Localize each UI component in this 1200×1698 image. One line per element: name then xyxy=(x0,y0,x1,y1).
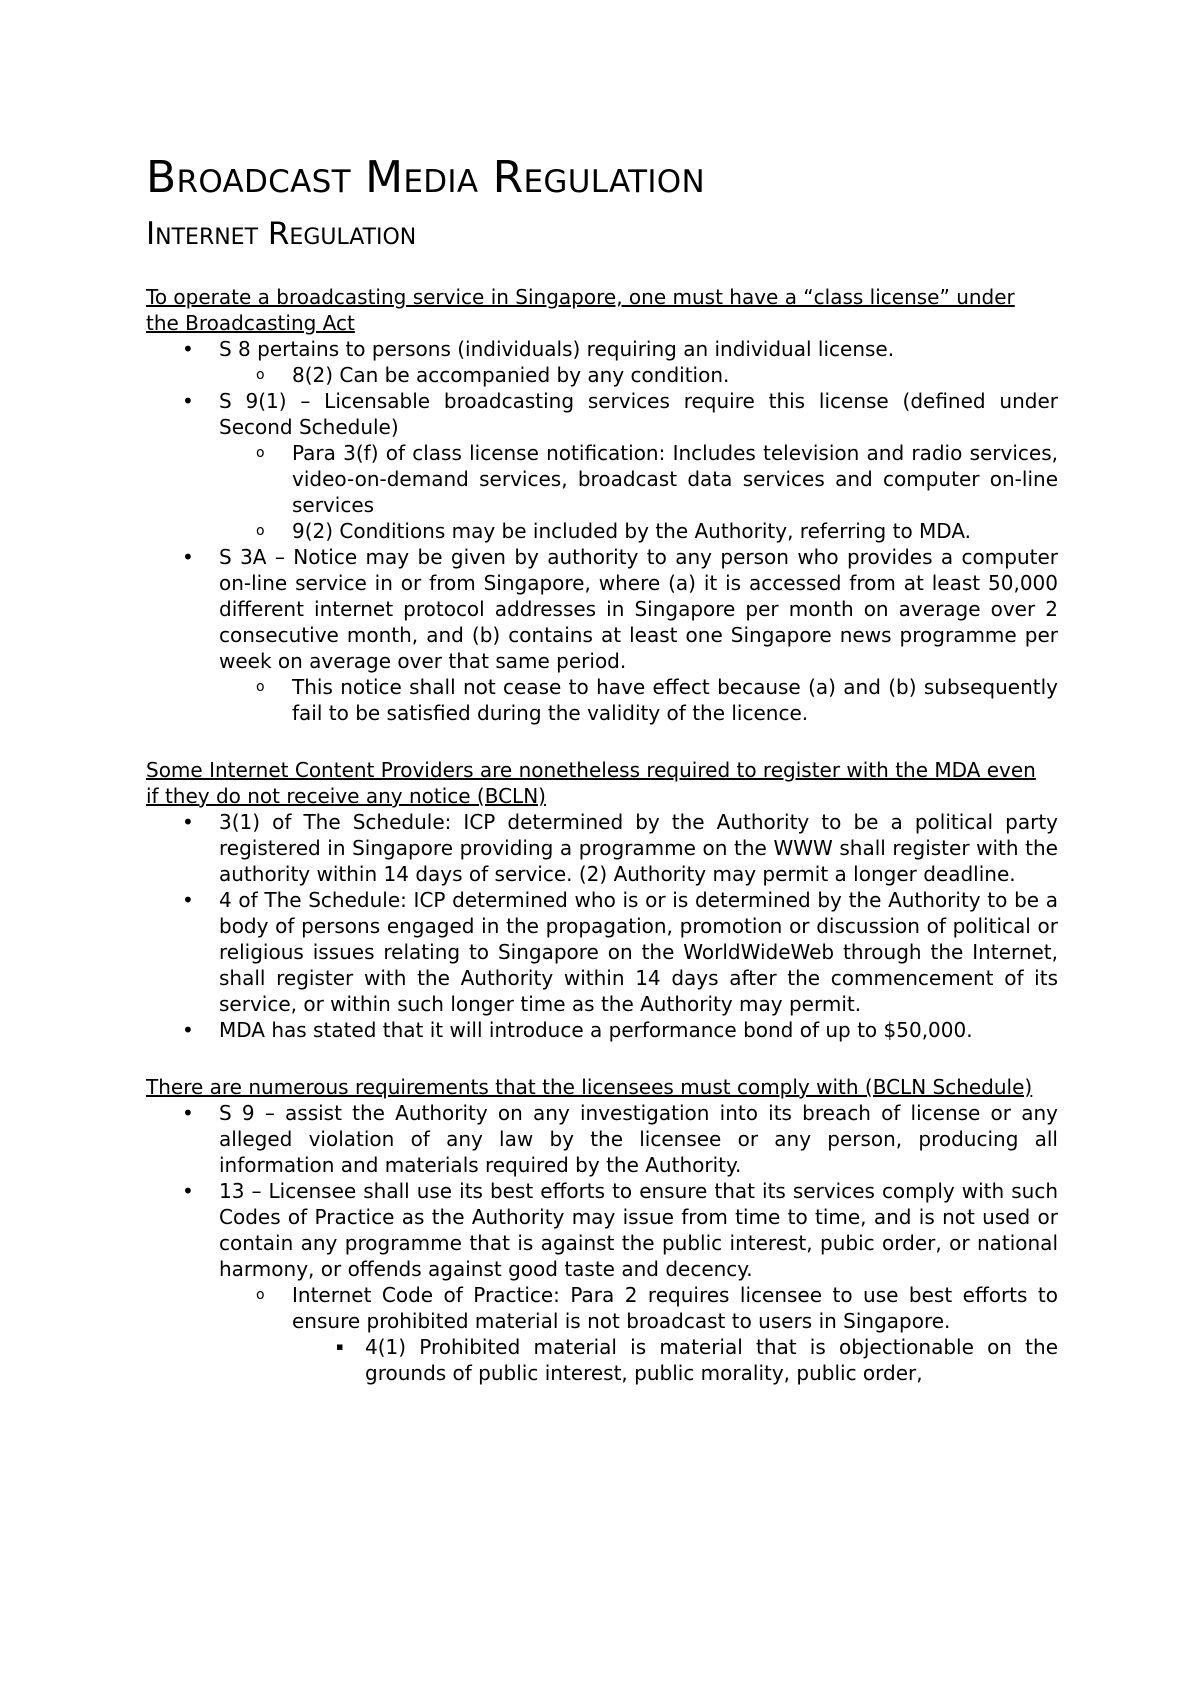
list-item xyxy=(146,362,1058,388)
section-heading: There are numerous requirements that the licensees must comply with (BCLN Schedule) xyxy=(146,1075,1033,1099)
list-item-text: 4(1) Prohibited material is material that is objectionable on the grounds of public interest, public morality, public order, xyxy=(365,1335,1058,1385)
circle-bullet-icon: o xyxy=(256,679,265,695)
list-item xyxy=(146,1178,1058,1282)
list-item xyxy=(146,1017,1058,1043)
section-icp-registration xyxy=(146,757,1058,1043)
section-list xyxy=(146,809,1058,1043)
list-item xyxy=(146,388,1058,440)
bullet-icon: • xyxy=(182,888,194,912)
bullet-icon: • xyxy=(182,1179,194,1203)
list-item-text: 3(1) of The Schedule: ICP determined by the Authority to be a political party registered in Singapore providing a programme on the WWW shall register with the authority within 14 days of service. (2) Authority may permit a longer deadline. xyxy=(219,810,1058,886)
list-item-text: This notice shall not cease to have effect because (a) and (b) subsequently fail to be satisfied during the validity of the licence. xyxy=(292,675,1058,725)
bullet-icon: • xyxy=(182,810,194,834)
list-item xyxy=(146,809,1058,887)
section-list xyxy=(146,336,1058,726)
bullet-icon: • xyxy=(182,1018,194,1042)
bullet-icon: • xyxy=(182,337,194,361)
list-item xyxy=(146,1282,1058,1334)
section-class-license xyxy=(146,284,1058,726)
list-item xyxy=(146,887,1058,1017)
list-item-text: 8(2) Can be accompanied by any condition. xyxy=(292,363,730,387)
list-item-text: 4 of The Schedule: ICP determined who is or is determined by the Authority to be a body of persons engaged in the propagation, promotion or discussion of political or religious issues relating to Singapore on the WorldWideWeb through the Internet, shall register with the Authority within 14 days after the commencement of its service, or within such longer time as the Authority may permit. xyxy=(219,888,1058,1016)
list-item-text: 9(2) Conditions may be included by the Authority, referring to MDA. xyxy=(292,519,972,543)
bullet-icon: • xyxy=(182,545,194,569)
section-licensee-requirements xyxy=(146,1074,1058,1386)
bullet-icon: • xyxy=(182,389,194,413)
list-item-text: MDA has stated that it will introduce a performance bond of up to $50,000. xyxy=(219,1018,973,1042)
list-item xyxy=(146,440,1058,518)
circle-bullet-icon: o xyxy=(256,367,265,383)
document-title: Broadcast Media Regulation xyxy=(146,152,705,203)
document-page xyxy=(146,150,1058,1386)
circle-bullet-icon: o xyxy=(256,1287,265,1303)
list-item-text: S 8 pertains to persons (individuals) requiring an individual license. xyxy=(219,337,895,361)
list-item xyxy=(146,544,1058,674)
list-item-text: S 9 – assist the Authority on any investigation into its breach of license or any alleged violation of any law by the licensee or any person, producing all information and materials required by the Authority. xyxy=(219,1101,1058,1177)
document-subtitle: Internet Regulation xyxy=(146,216,417,252)
list-item xyxy=(146,336,1058,362)
section-heading: To operate a broadcasting service in Singapore, one must have a “class license” under the Broadcasting Act xyxy=(146,285,1015,335)
circle-bullet-icon: o xyxy=(256,445,265,461)
list-item xyxy=(146,1100,1058,1178)
bullet-icon: • xyxy=(182,1101,194,1125)
list-item-text: 13 – Licensee shall use its best efforts to ensure that its services comply with such Codes of Practice as the Authority may issue from time to time, and is not used or contain any programme that is against the public interest, pubic order, or national harmony, or offends against good taste and decency. xyxy=(219,1179,1058,1281)
square-bullet-icon: ▪ xyxy=(336,1340,344,1353)
list-item-text: Para 3(f) of class license notification: Includes television and radio services, video-on-demand services, broadcast data services and computer on-line services xyxy=(292,441,1058,517)
list-item xyxy=(146,1334,1058,1386)
section-list xyxy=(146,1100,1058,1386)
circle-bullet-icon: o xyxy=(256,523,265,539)
list-item-text: S 9(1) – Licensable broadcasting services require this license (defined under Second Schedule) xyxy=(219,389,1058,439)
list-item-text: S 3A – Notice may be given by authority to any person who provides a computer on-line service in or from Singapore, where (a) it is accessed from at least 50,000 different internet protocol addresses in Singapore per month on average over 2 consecutive month, and (b) contains at least one Singapore news programme per week on average over that same period. xyxy=(219,545,1058,673)
list-item xyxy=(146,518,1058,544)
section-heading: Some Internet Content Providers are nonetheless required to register with the MDA even if they do not receive any notice (BCLN) xyxy=(146,758,1036,808)
list-item xyxy=(146,674,1058,726)
list-item-text: Internet Code of Practice: Para 2 requires licensee to use best efforts to ensure prohibited material is not broadcast to users in Singapore. xyxy=(292,1283,1058,1333)
